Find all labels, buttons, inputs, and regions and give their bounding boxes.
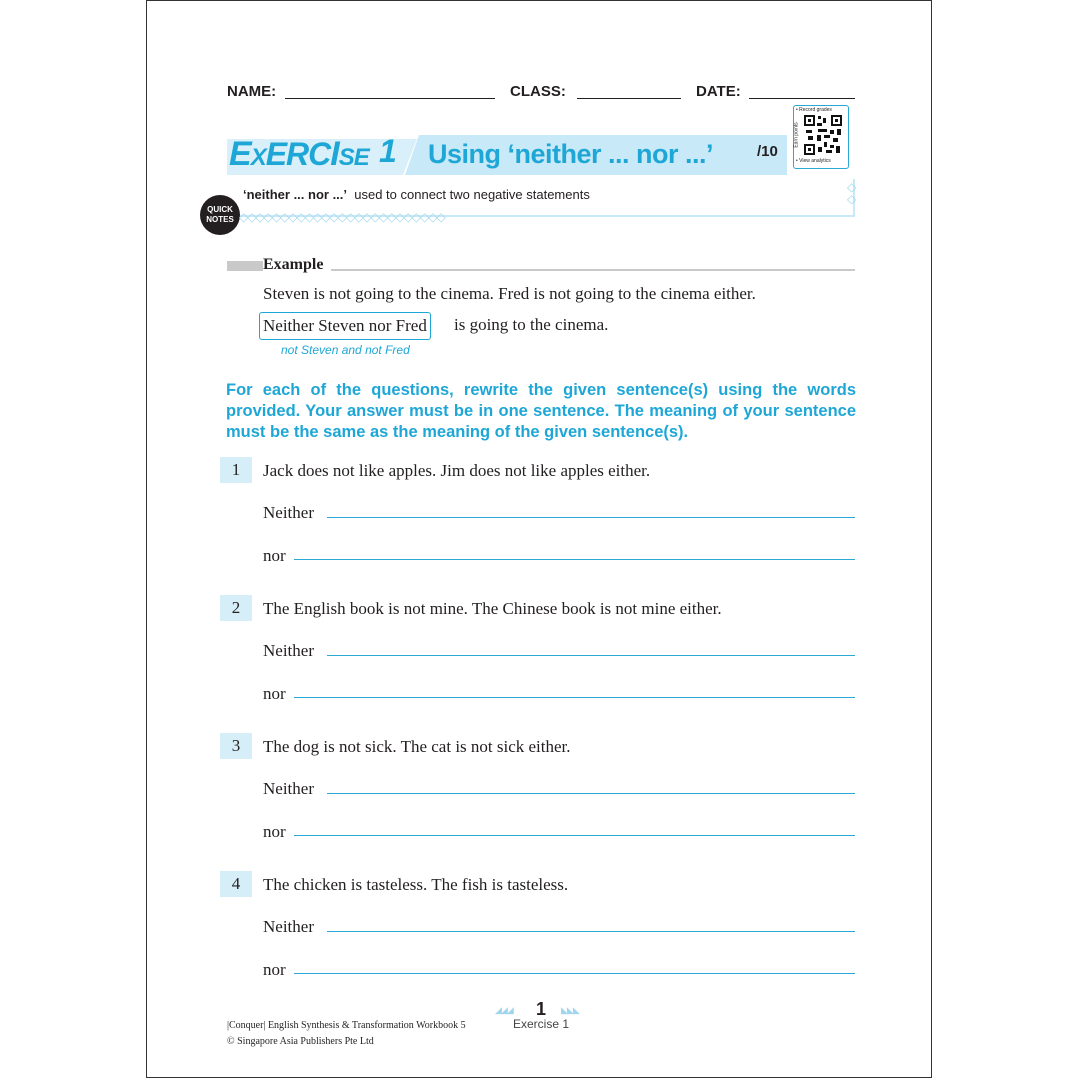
exercise-number: 1: [379, 133, 397, 169]
exercise-score: /10: [757, 143, 778, 160]
quick-notes-phrase: ‘neither ... nor ...’: [243, 187, 348, 202]
quick-notes-description: used to connect two negative statements: [354, 187, 590, 202]
example-tab: [227, 261, 263, 271]
footer-book-title: |Conquer| English Synthesis & Transformation Workbook 5: [227, 1020, 466, 1031]
nor-label: nor: [263, 822, 286, 841]
footer-exercise-label: Exercise 1: [513, 1017, 570, 1031]
question-number: 3: [220, 733, 252, 759]
neither-label: Neither: [263, 779, 314, 798]
answer-line-nor[interactable]: [294, 973, 855, 974]
qr-code-panel[interactable]: [793, 105, 849, 169]
quick-notes-line: [243, 187, 590, 202]
neither-label: Neither: [263, 503, 314, 522]
example-note: not Steven and not Fred: [281, 343, 410, 357]
question-number: 2: [220, 595, 252, 621]
example-heading: Example: [263, 256, 324, 273]
example-answer-rest: is going to the cinema.: [454, 315, 609, 334]
example-rule: [331, 269, 855, 271]
question-number: 1: [220, 457, 252, 483]
nor-label: nor: [263, 960, 286, 979]
nor-label: nor: [263, 684, 286, 703]
answer-line-nor[interactable]: [294, 835, 855, 836]
question-text: The English book is not mine. The Chinese book is not mine either.: [263, 599, 722, 618]
answer-line-nor[interactable]: [294, 559, 855, 560]
instructions: For each of the questions, rewrite the given sentence(s) using the words provided. Your answer must be in one sentence. The meaning of your sentence must be the same as the meaning of the given sentence(s).: [226, 381, 856, 441]
answer-line-nor[interactable]: [294, 697, 855, 698]
page-number: 1: [536, 999, 547, 1019]
footer-publisher: © Singapore Asia Publishers Pte Ltd: [227, 1036, 374, 1047]
nor-label: nor: [263, 546, 286, 565]
page-arrow-left-icon: ◢◢◢: [495, 1005, 513, 1015]
qr-code-icon: [804, 115, 842, 155]
diamond-ornament: ◇ ◇: [847, 180, 857, 206]
quick-notes-badge: [200, 195, 240, 235]
answer-line-neither[interactable]: [327, 655, 855, 656]
class-label: CLASS:: [510, 83, 566, 100]
neither-label: Neither: [263, 641, 314, 660]
answer-line-neither[interactable]: [327, 517, 855, 518]
question-text: Jack does not like apples. Jim does not like apples either.: [263, 461, 651, 480]
exercise-word: EXERCISE: [229, 135, 369, 173]
date-label: DATE:: [696, 83, 741, 100]
neither-label: Neither: [263, 917, 314, 936]
qr-bottom-label: • View analytics: [796, 158, 831, 164]
name-label: NAME:: [227, 83, 277, 100]
qr-side-label: Earn points: [793, 122, 800, 148]
exercise-title: Using ‘neither ... nor ...’: [428, 139, 714, 169]
date-field[interactable]: [749, 98, 855, 99]
answer-line-neither[interactable]: [327, 931, 855, 932]
worksheet-page: [146, 0, 932, 1078]
diamond-divider: ◇◇◇◇◇◇◇◇◇◇◇◇◇◇◇◇◇◇◇◇◇◇◇◇◇: [239, 210, 445, 224]
example-boxed-answer: Neither Steven nor Fred: [259, 312, 431, 340]
name-field[interactable]: [285, 98, 495, 99]
qr-top-label: • Record grades: [796, 107, 832, 113]
question-text: The chicken is tasteless. The fish is tasteless.: [263, 875, 569, 894]
example-sentence: Steven is not going to the cinema. Fred is not going to the cinema either.: [263, 284, 756, 303]
quick-notes-badge-label: QUICK NOTES: [206, 205, 234, 224]
answer-line-neither[interactable]: [327, 793, 855, 794]
question-text: The dog is not sick. The cat is not sick either.: [263, 737, 571, 756]
question-number: 4: [220, 871, 252, 897]
class-field[interactable]: [577, 98, 681, 99]
page-arrow-right-icon: ◣◣◣: [561, 1005, 579, 1015]
